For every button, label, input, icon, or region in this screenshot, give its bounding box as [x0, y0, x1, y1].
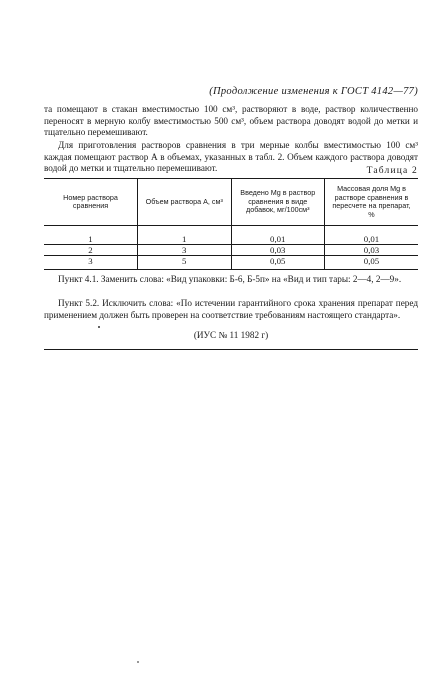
- data-table: [44, 178, 418, 270]
- header-solution-number: Номер раствора сравнения: [44, 179, 138, 226]
- paragraph-solutions: Для приготовления растворов сравнения в три мерные колбы вместимостью 100 см³ каждая помещают раствор А в объемах, указанных в табл. 2. Объем каждого раствора доводят водой до метки и тщательно перемешивают.: [44, 140, 418, 173]
- header-mg-added: Введено Mg в раствор сравнения в виде добавок, мг/100см³: [231, 179, 325, 226]
- table-row: [44, 226, 418, 245]
- table-cell: 0,03: [231, 245, 325, 256]
- table-caption: Таблица 2: [366, 166, 418, 176]
- table-cell: 0,05: [231, 256, 325, 270]
- table-cell: 2: [44, 245, 138, 256]
- paragraph-continuation: та помещают в стакан вместимостью 100 см³, растворяют в воде, раствор количественно переносят в мерную колбу вместимостью 500 см³, объем раствора доводят водой до метки и тщательно перемешивают.: [44, 104, 418, 137]
- paragraph-item-5-2: Пункт 5.2. Исключить слова: «По истечении гарантийного срока хранения препарат перед применением должен быть проверен на соответствие требованиям настоящего стандарта».: [44, 298, 418, 320]
- table-cell: 0,03: [325, 245, 419, 256]
- table-cell: 0,01: [231, 226, 325, 245]
- table-cell: 5: [138, 256, 232, 270]
- table-header-row: [44, 179, 418, 226]
- table-cell: 1: [138, 226, 232, 245]
- header-mg-mass-fraction: Массовая доля Mg в растворе сравнения в пересчете на препарат, %: [325, 179, 419, 226]
- table-cell: 3: [138, 245, 232, 256]
- bottom-divider: [44, 349, 418, 350]
- speck-mark: [137, 661, 139, 663]
- table-cell: 1: [44, 226, 138, 245]
- table-row: [44, 256, 418, 270]
- document-header: (Продолжение изменения к ГОСТ 4142—77): [209, 86, 418, 97]
- table-row: [44, 245, 418, 256]
- speck-mark: [98, 326, 100, 328]
- table-cell: 0,01: [325, 226, 419, 245]
- header-solution-volume: Объем раствора А, см³: [138, 179, 232, 226]
- source-reference: (ИУС № 11 1982 г): [193, 330, 269, 340]
- table-cell: 3: [44, 256, 138, 270]
- table-cell: 0,05: [325, 256, 419, 270]
- paragraph-item-4-1: Пункт 4.1. Заменить слова: «Вид упаковки: Б-6, Б-5п» на «Вид и тип тары: 2—4, 2—9».: [58, 274, 402, 284]
